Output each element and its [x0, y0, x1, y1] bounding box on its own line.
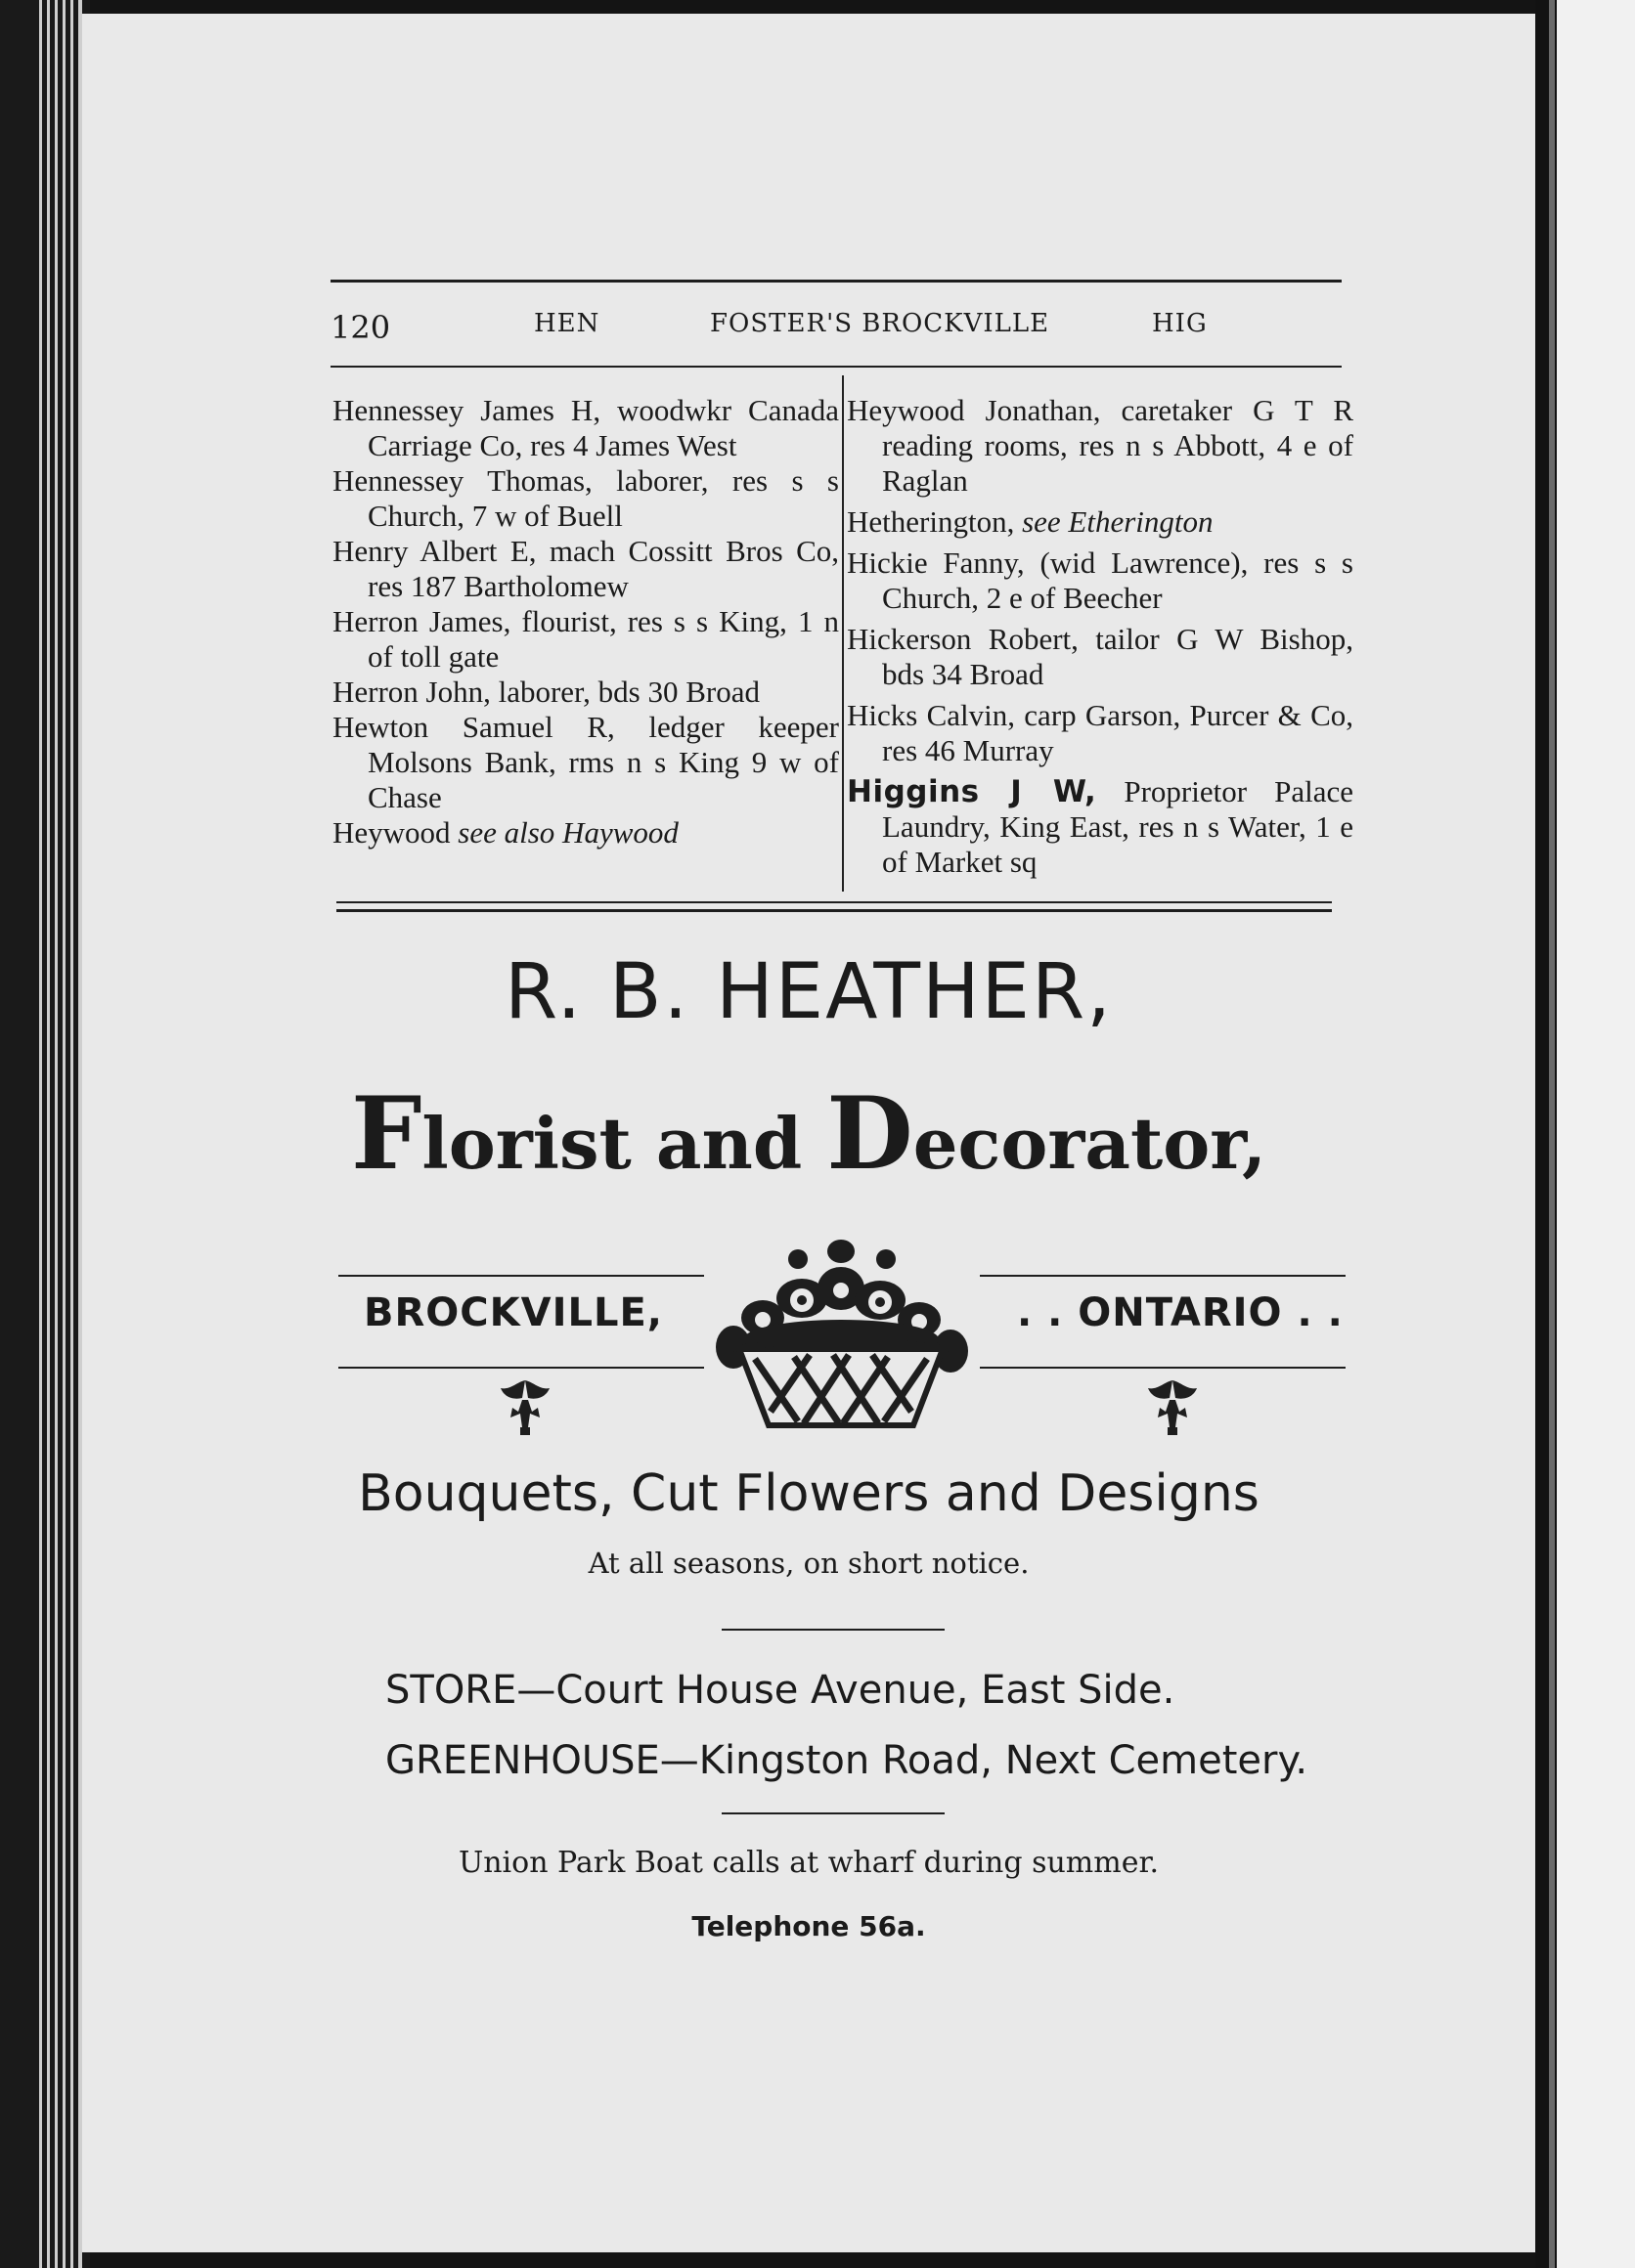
- boat-notice: Union Park Boat calls at wharf during summer.: [458, 1846, 1160, 1880]
- advertiser-name: R. B. HEATHER,: [505, 948, 1113, 1036]
- availability-line: At all seasons, on short notice.: [588, 1547, 1030, 1580]
- advertiser-trade: Florist and Decorator,: [350, 1075, 1267, 1193]
- directory-entry: Heywood see also Haywood: [332, 815, 679, 850]
- page-number: 120: [331, 309, 391, 346]
- telephone-number: Telephone 56a.: [691, 1910, 926, 1942]
- city-label: BROCKVILLE,: [364, 1290, 663, 1335]
- directory-entry: Heywood Jonathan, caretaker G T R reading rooms, res n s Abbott, 4 e of Raglan: [847, 393, 1353, 498]
- location-rule-left-bottom: [338, 1367, 704, 1369]
- book-page-edges: [0, 0, 90, 2268]
- directory-left-column: [332, 393, 839, 850]
- directory-entry: Hickie Fanny, (wid Lawrence), res s s Church, 2 e of Beecher: [847, 545, 1353, 615]
- facing-page-strip: [1535, 0, 1635, 2268]
- ad-top-rule: [336, 901, 1332, 903]
- directory-entry: Hennessey James H, woodwkr Canada Carriage Co, res 4 James West: [332, 393, 839, 462]
- fleuron-ornament-icon: [491, 1373, 559, 1441]
- location-rule-right-top: [980, 1275, 1346, 1277]
- ad-top-rule-thick: [336, 909, 1332, 912]
- running-header: [331, 309, 1340, 348]
- services-line: Bouquets, Cut Flowers and Designs: [358, 1464, 1259, 1523]
- header-top-rule: [331, 280, 1342, 283]
- right-catchword: HIG: [1152, 309, 1208, 338]
- directory-entry: Hicks Calvin, carp Garson, Purcer & Co, res 46 Murray: [847, 698, 1353, 767]
- directory-entry: Henry Albert E, mach Cossitt Bros Co, res 187 Bartholomew: [332, 534, 839, 603]
- flower-basket-icon: [704, 1230, 978, 1445]
- directory-entry: Herron John, laborer, bds 30 Broad: [332, 675, 760, 709]
- fleuron-ornament-icon: [1138, 1373, 1207, 1441]
- divider-rule: [722, 1812, 945, 1814]
- province-label: . . ONTARIO . .: [1017, 1290, 1344, 1335]
- divider-rule: [722, 1629, 945, 1631]
- directory-entry: Hickerson Robert, tailor G W Bishop, bds 34 Broad: [847, 622, 1353, 691]
- location-rule-right-bottom: [980, 1367, 1346, 1369]
- directory-entry: Herron James, flourist, res s s King, 1 n of toll gate: [332, 604, 839, 674]
- running-title: FOSTER'S BROCKVILLE: [710, 309, 1050, 338]
- directory-entry: Hewton Samuel R, ledger keeper Molsons Bank, rms n s King 9 w of Chase: [332, 710, 839, 814]
- store-address: STORE—Court House Avenue, East Side.: [385, 1668, 1175, 1713]
- location-rule-left-top: [338, 1275, 704, 1277]
- directory-entry: Hennessey Thomas, laborer, res s s Church, 7 w of Buell: [332, 463, 839, 533]
- directory-entry: Hetherington, see Etherington: [847, 504, 1214, 539]
- directory-right-column: [847, 393, 1353, 886]
- column-separator: [842, 375, 844, 892]
- directory-entry: Higgins J W, Proprietor Palace Laundry, King East, res n s Water, 1 e of Market sq: [847, 774, 1353, 879]
- greenhouse-address: GREENHOUSE—Kingston Road, Next Cemetery.: [385, 1738, 1308, 1783]
- left-catchword: HEN: [534, 309, 600, 338]
- header-bottom-rule: [331, 366, 1342, 368]
